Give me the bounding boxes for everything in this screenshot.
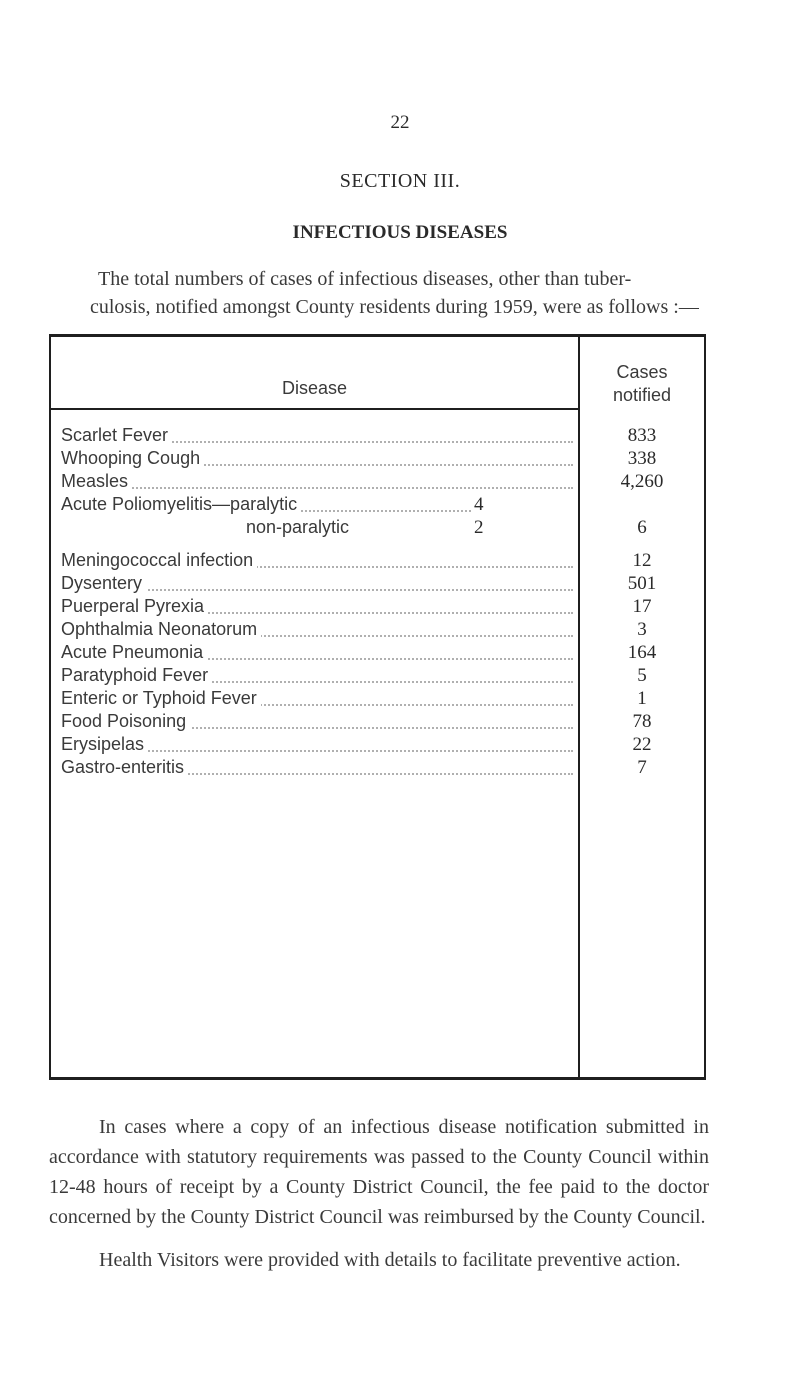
cases-count: 7: [637, 757, 647, 778]
header-rule: [51, 408, 578, 410]
table-row: [51, 711, 704, 735]
sub-count: 4: [471, 494, 487, 516]
intro-line-1: The total numbers of cases of infectious diseases, other than tuber-: [98, 268, 632, 290]
table-row: [51, 665, 704, 689]
disease-name: Meningococcal infection: [61, 550, 257, 571]
cases-count: 501: [627, 573, 657, 594]
column-header-disease: Disease: [281, 378, 348, 398]
intro-line-2: culosis, notified amongst County residents during 1959, were as follows :—: [90, 296, 699, 318]
table-row: [51, 517, 704, 541]
disease-name: Dysentery: [61, 573, 146, 594]
disease-name: Acute Poliomyelitis—paralytic: [61, 494, 301, 515]
page-number: 22: [390, 112, 410, 133]
disease-name: Acute Pneumonia: [61, 642, 207, 663]
disease-name: Erysipelas: [61, 734, 148, 755]
cases-count: 3: [637, 619, 647, 640]
cases-count: 5: [637, 665, 647, 686]
cases-count: 338: [627, 448, 657, 469]
disease-name: non-paralytic: [246, 517, 353, 538]
cases-count: 833: [627, 425, 657, 446]
cases-count: 17: [632, 596, 652, 617]
table-row: [51, 573, 704, 597]
notification-fee-paragraph: In cases where a copy of an infectious disease notification submitted in accordance with statutory requirements was passed to the County Council within 12-48 hours of receipt by a County District Council, the fee paid to the doctor concerned by the County District Council was reimbursed by the County Council.: [49, 1116, 709, 1228]
disease-name: Ophthalmia Neonatorum: [61, 619, 261, 640]
table-row: [51, 619, 704, 643]
disease-name: Food Poisoning: [61, 711, 190, 732]
cases-count: 78: [632, 711, 652, 732]
disease-name: Puerperal Pyrexia: [61, 596, 208, 617]
table-row: [51, 448, 704, 472]
column-header-cases-line1: Cases: [616, 362, 668, 382]
disease-name: Gastro-enteritis: [61, 757, 188, 778]
column-header-cases-line2: notified: [612, 385, 672, 405]
table-row: [51, 471, 704, 495]
diseases-table: [49, 334, 706, 1080]
health-visitors-paragraph: Health Visitors were provided with details to facilitate preventive action.: [99, 1249, 681, 1271]
cases-count: 1: [637, 688, 647, 709]
intro-paragraph: [90, 265, 708, 321]
table-row: [51, 688, 704, 712]
table-row: [51, 425, 704, 449]
cases-count: 164: [627, 642, 657, 663]
table-row: [51, 642, 704, 666]
table-row: [51, 757, 704, 781]
disease-name: Paratyphoid Fever: [61, 665, 212, 686]
table-row: [51, 596, 704, 620]
disease-name: Scarlet Fever: [61, 425, 172, 446]
table-row: [51, 734, 704, 758]
cases-count: 22: [632, 734, 652, 755]
column-header-cases: [580, 361, 704, 407]
section-heading: INFECTIOUS DISEASES: [292, 222, 508, 243]
disease-name: Measles: [61, 471, 132, 492]
table-row: [51, 494, 704, 518]
cases-count: 4,260: [620, 471, 664, 492]
sub-count: 2: [471, 517, 487, 539]
cases-count: 6: [637, 517, 647, 538]
disease-name: Enteric or Typhoid Fever: [61, 688, 261, 709]
leader-dots: [61, 487, 573, 489]
cases-count: 12: [632, 550, 652, 571]
disease-name: Whooping Cough: [61, 448, 204, 469]
section-title: SECTION III.: [339, 170, 461, 192]
table-row: [51, 550, 704, 574]
